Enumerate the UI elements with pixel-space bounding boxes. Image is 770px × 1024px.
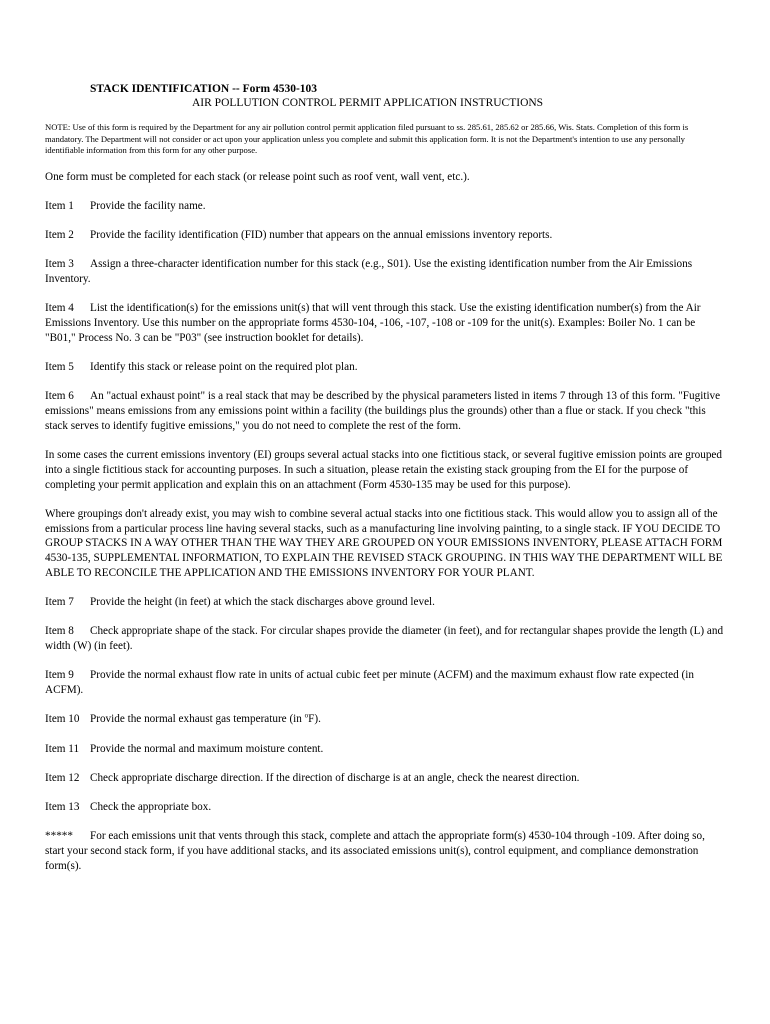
item-9 (45, 668, 725, 697)
item-4 (45, 301, 725, 345)
item-5 (45, 360, 725, 375)
item-text: Assign a three-character identification number for this stack (e.g., S01). Use the existing identification number from the Air Emissions Inventory. (45, 258, 693, 286)
item-label: Item 4 (45, 302, 74, 315)
item-label: Item 1 (45, 199, 74, 212)
item-12 (45, 771, 725, 786)
item-label: Item 5 (45, 361, 74, 374)
item-label: Item 12 (45, 771, 80, 784)
item-7 (45, 595, 725, 610)
item-text: List the identification(s) for the emissions unit(s) that will vent through this stack. Use the existing identification number(s) from the Air Emissions Inventory. Use this number on the appropriate forms 4530-104, -106, -107, -108 or -109 for the unit(s). Examples: Boiler No. 1 can be "B01," Process No. 3 can be "P03" (see instruction booklet for details). (45, 302, 701, 344)
item-8 (45, 624, 725, 653)
item-label: Item 9 (45, 669, 74, 682)
combine-paragraph: Where groupings don't already exist, you may wish to combine several actual stacks into one fictitious stack. This would allow you to assign all of the emissions from a particular process line having several stacks, such as a manufacturing line involving painting, to a single stack. IF YOU DECIDE TO GROUP STACKS IN A WAY OTHER THAN THE WAY THEY ARE GROUPED ON YOUR EMISSIONS INVENTORY, PLEASE ATTACH FORM 4530-135, SUPPLEMENTAL INFORMATION, TO EXPLAIN THE REVISED STACK GROUPING. IN THIS WAY THE DEPARTMENT WILL BE ABLE TO RECONCILE THE APPLICATION AND THE EMISSIONS INVENTORY FOR YOUR PLANT. (45, 507, 723, 579)
form-subtitle: AIR POLLUTION CONTROL PERMIT APPLICATION INSTRUCTIONS (192, 97, 544, 109)
item-text: Check appropriate shape of the stack. For circular shapes provide the diameter (in feet), and for rectangular shapes provide the length (L) and width (W) (in feet). (45, 625, 724, 652)
item-label: Item 11 (45, 742, 80, 755)
item-label: Item 8 (45, 625, 74, 638)
item-1 (45, 199, 725, 214)
item-label: Item 13 (45, 801, 80, 814)
item-text: Provide the normal exhaust flow rate in units of actual cubic feet per minute (ACFM) and the maximum exhaust flow rate expected (in ACFM). (45, 669, 694, 696)
asterisk-marker: ***** (45, 830, 73, 843)
item-text: Check appropriate discharge direction. If the direction of discharge is at an angle, check the nearest direction. (90, 771, 580, 784)
grouping-paragraph: In some cases the current emissions inventory (EI) groups several actual stacks into one fictitious stack, or several fugitive emission points are grouped into a single fictitious stack for accounting purposes. In such a situation, please retain the existing stack grouping from the EI for the purpose of completing your permit application and explain this on an attachment (Form 4530-135 may be used for this purpose). (45, 449, 722, 491)
closing-paragraph (45, 829, 725, 873)
item-2 (45, 228, 725, 243)
item-label: Item 3 (45, 258, 74, 271)
form-title: STACK IDENTIFICATION -- Form 4530-103 (90, 83, 318, 95)
item-label: Item 2 (45, 229, 74, 242)
item-text: Provide the height (in feet) at which the stack discharges above ground level. (90, 595, 435, 608)
item-13 (45, 800, 725, 815)
item-text: Provide the facility identification (FID) number that appears on the annual emissions inventory reports. (90, 229, 553, 242)
document-page (45, 82, 725, 888)
intro-paragraph: One form must be completed for each stack (or release point such as roof vent, wall vent, etc.). (45, 170, 470, 183)
item-text-before: Provide the normal exhaust gas temperature (in (90, 713, 305, 726)
item-11 (45, 742, 725, 757)
item-text: Identify this stack or release point on the required plot plan. (90, 361, 358, 374)
item-3 (45, 257, 725, 286)
item-10 (45, 712, 725, 727)
item-label: Item 7 (45, 595, 74, 608)
item-label: Item 10 (45, 713, 80, 726)
degree-superscript: o (304, 711, 309, 720)
item-text: An "actual exhaust point" is a real stack that may be described by the physical parameters listed in items 7 through 13 of this form. "Fugitive emissions" means emissions from any emissions point within a facility (the buildings plus the grounds) other than a flue or stack. If you check "this stack serves to identify fugitive emissions," you do not need to complete the rest of the form. (45, 390, 721, 432)
item-text: Provide the normal and maximum moisture content. (90, 742, 324, 755)
item-text: Check the appropriate box. (90, 801, 212, 814)
closing-text: For each emissions unit that vents through this stack, complete and attach the appropriate form(s) 4530-104 through -109. After doing so, start your second stack form, if you have additional stacks, and its associated emissions unit(s), control equipment, and compliance demonstration form(s). (45, 830, 705, 872)
item-label: Item 6 (45, 390, 74, 403)
item-6 (45, 389, 725, 433)
item-text: Provide the facility name. (90, 199, 206, 212)
item-text-after: F). (308, 713, 321, 726)
privacy-note: NOTE: Use of this form is required by the Department for any air pollution control permit application filed pursuant to ss. 285.61, 285.62 or 285.66, Wis. Stats. Completion of this form is mandatory. The Department will not consider or act upon your application unless you complete and submit this application form. It is not the Department's intention to use any personally identifiable information from this form for any other purpose. (45, 122, 689, 155)
